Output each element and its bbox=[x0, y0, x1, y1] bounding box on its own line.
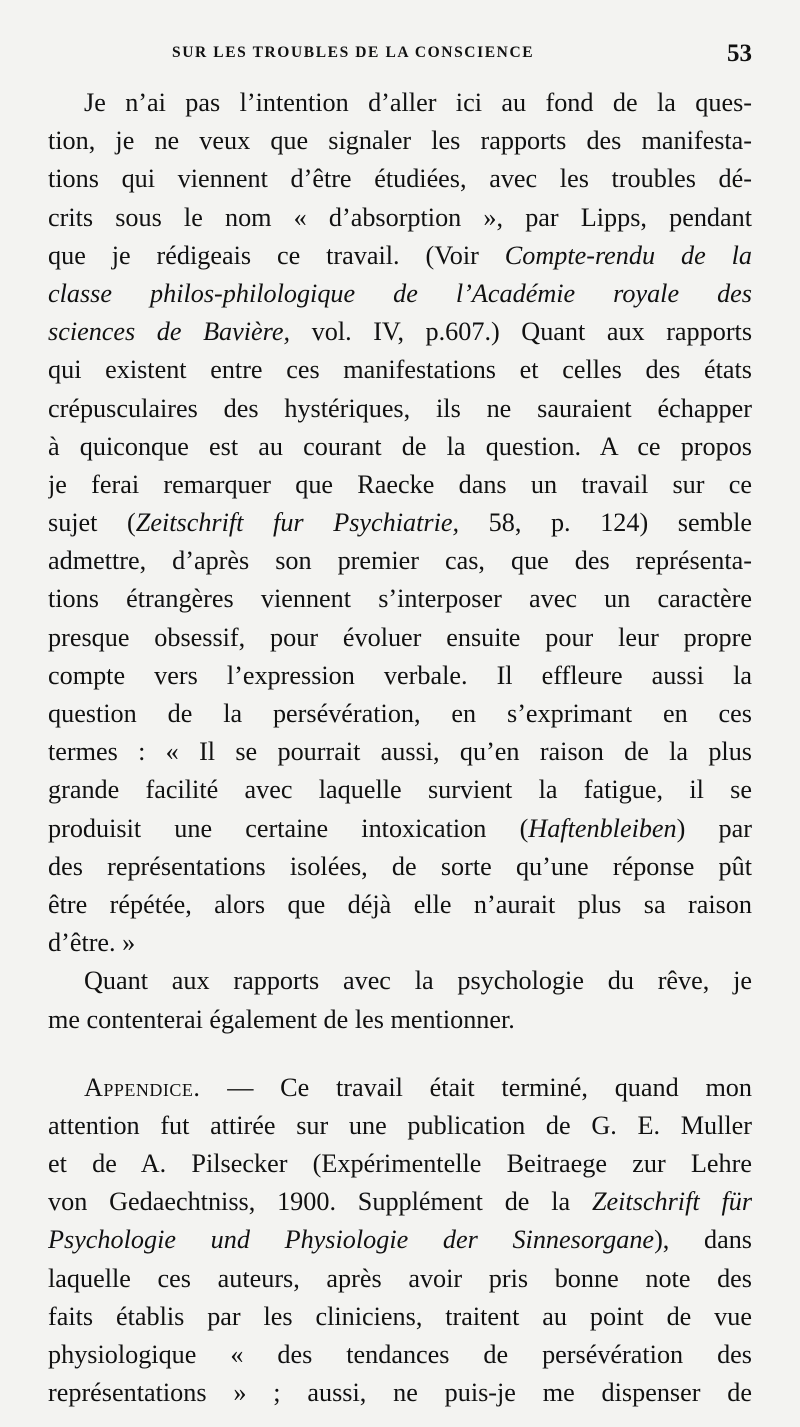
text-line: crits sous le nom « d’absorption », par Lipps, pendant bbox=[48, 202, 752, 232]
text-line: et de A. Pilsecker (Expérimentelle Beitraege zur Lehre bbox=[48, 1149, 752, 1179]
text-line: d’être. » bbox=[48, 928, 136, 958]
text-line: qui existent entre ces manifestations et celles des états bbox=[48, 355, 752, 385]
section-gap bbox=[48, 1039, 752, 1069]
text-line: presque obsessif, pour évoluer ensuite pour leur propre bbox=[48, 622, 752, 652]
text-line: des représentations isolées, de sorte qu’une réponse pût bbox=[48, 851, 752, 881]
text-line: admettre, d’après son premier cas, que des représenta- bbox=[48, 546, 752, 576]
running-title: SUR LES TROUBLES DE LA CONSCIENCE bbox=[172, 44, 535, 61]
text-line: Appendice. — Ce travail était terminé, quand mon bbox=[84, 1072, 752, 1102]
text-line: Je n’ai pas l’intention d’aller ici au fond de la ques- bbox=[84, 88, 752, 117]
text-line: faits établis par les cliniciens, traitent au point de vue bbox=[48, 1301, 752, 1331]
appendix-heading: Appendice. bbox=[84, 1072, 201, 1102]
text-line: physiologique « des tendances de persévération des bbox=[48, 1340, 752, 1369]
text-line: termes : « Il se pourrait aussi, qu’en raison de la plus bbox=[48, 737, 752, 767]
text-line: grande facilité avec laquelle survient la fatigue, il se bbox=[48, 775, 752, 805]
text-line: compte vers l’expression verbale. Il effleure aussi la bbox=[48, 660, 752, 690]
text-line: représentations » ; aussi, ne puis-je me dispenser de bbox=[48, 1378, 752, 1408]
text-line: question de la persévération, en s’exprimant en ces bbox=[48, 699, 752, 728]
text-line: classe philos-philologique de l’Académie royale des bbox=[48, 278, 752, 308]
text-line: être répétée, alors que déjà elle n’aurait plus sa raison bbox=[48, 889, 752, 919]
running-head bbox=[0, 38, 800, 70]
text-line: tions étrangères viennent s’interposer avec un caractère bbox=[48, 584, 752, 614]
body-text bbox=[48, 84, 752, 1412]
text-line: tion, je ne veux que signaler les rapports des manifesta- bbox=[48, 126, 752, 156]
text-line: attention fut attirée sur une publication de G. E. Muller bbox=[48, 1110, 752, 1140]
text-line: à quiconque est au courant de la question. A ce propos bbox=[48, 431, 752, 461]
text-line: sciences de Bavière, vol. IV, p.607.) Quant aux rapports bbox=[48, 317, 752, 347]
text-line: me contenterai également de les mentionner. bbox=[48, 1004, 515, 1034]
text-line: crépusculaires des hystériques, ils ne sauraient échapper bbox=[48, 393, 752, 423]
text-line: je ferai remarquer que Raecke dans un travail sur ce bbox=[48, 469, 752, 499]
page-number: 53 bbox=[727, 40, 752, 67]
text-line: laquelle ces auteurs, après avoir pris bonne note des bbox=[48, 1263, 752, 1293]
text-line: que je rédigeais ce travail. (Voir Compte-rendu de la bbox=[48, 240, 752, 270]
text-line: produisit une certaine intoxication (Haftenbleiben) par bbox=[48, 813, 752, 843]
text-line: tions qui viennent d’être étudiées, avec les troubles dé- bbox=[48, 164, 752, 194]
text-line: Quant aux rapports avec la psychologie du rêve, je bbox=[84, 966, 752, 996]
text-line: Psychologie und Physiologie der Sinnesorgane), dans bbox=[48, 1225, 752, 1255]
text-line: sujet (Zeitschrift fur Psychiatrie, 58, p. 124) semble bbox=[48, 508, 752, 538]
text-line: von Gedaechtniss, 1900. Supplément de la Zeitschrift für bbox=[48, 1187, 752, 1217]
